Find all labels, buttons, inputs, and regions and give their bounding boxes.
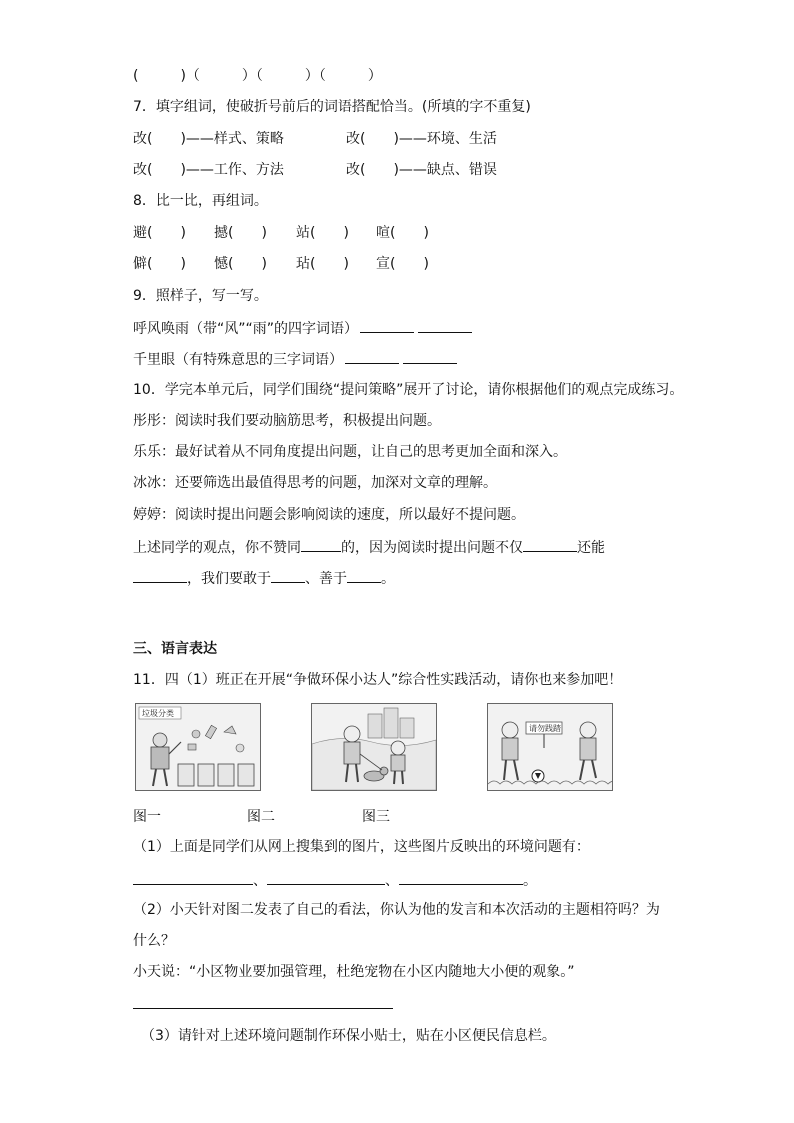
q11-part2-cont: 什么？: [133, 933, 175, 949]
q11-part1-blanks: [133, 870, 537, 890]
figure-2-dog-walking: [311, 703, 437, 791]
fill-text: 、善于: [305, 571, 347, 587]
q8-item: 憾( ): [214, 256, 267, 272]
fill-text: ，我们要敢于: [187, 571, 271, 587]
figure-label: 图二: [247, 809, 275, 825]
q8-item: 站( ): [296, 225, 349, 241]
answer-blank[interactable]: [399, 870, 523, 885]
q10-fill-line2: [133, 568, 395, 588]
answer-blank[interactable]: [360, 318, 414, 333]
q10-title: 10．学完本单元后，同学们围绕“提问策略”展开了讨论，请你根据他们的观点完成练习。: [133, 382, 684, 398]
answer-blank[interactable]: [403, 349, 457, 364]
q9-line1: [133, 318, 472, 338]
q10-view: 婷婷：阅读时提出问题会影响阅读的速度，所以最好不提问题。: [133, 507, 525, 523]
fig1-caption: 垃圾分类: [142, 709, 174, 718]
answer-blank[interactable]: [418, 318, 472, 333]
q11-part3: （3）请针对上述环境问题制作环保小贴士，贴在小区便民信息栏。: [141, 1028, 556, 1044]
q7-item: 改( )——环境、生活: [346, 131, 497, 147]
q10-fill-line1: [133, 537, 605, 557]
q8-item: 撼( ): [214, 225, 267, 241]
answer-blank[interactable]: [133, 568, 187, 583]
fill-text: 还能: [577, 540, 605, 556]
answer-blank[interactable]: [267, 870, 385, 885]
q10-view: 乐乐：最好试着从不同角度提出问题，让自己的思考更加全面和深入。: [133, 444, 567, 460]
q7-item: 改( )——缺点、错误: [346, 162, 497, 178]
q8-item: 喧( ): [376, 225, 429, 241]
q11-title: 11．四（1）班正在开展“争做环保小达人”综合性实践活动，请你也来参加吧！: [133, 672, 623, 688]
q8-item: 僻( ): [133, 256, 186, 272]
dog-walking-illustration: [312, 704, 436, 790]
q7-item: 改( )——工作、方法: [133, 162, 284, 178]
figure-3-keep-off-grass: [487, 703, 613, 791]
answer-line[interactable]: [133, 1008, 393, 1009]
section-title: 三、语言表达: [133, 641, 217, 657]
answer-blank[interactable]: [301, 537, 341, 552]
q11-quote: 小天说：“小区物业要加强管理，杜绝宠物在小区内随地大小便的观象。”: [133, 964, 575, 980]
answer-blank[interactable]: [133, 870, 253, 885]
figure-1-garbage-sorting: [135, 703, 261, 791]
fill-text: 的，因为阅读时提出问题不仅: [341, 540, 523, 556]
answer-blank[interactable]: [523, 537, 577, 552]
garbage-sorting-illustration: [136, 704, 260, 790]
answer-blank[interactable]: [345, 349, 399, 364]
keep-off-grass-illustration: [488, 704, 612, 790]
figure-label: 图一: [133, 809, 161, 825]
separator: 、: [253, 873, 267, 889]
q9-line2-text: 千里眼（有特殊意思的三字词语）: [133, 352, 343, 368]
q7-title: 7．填字组词，使破折号前后的词语搭配恰当。(所填的字不重复): [133, 99, 531, 115]
fill-text: 上述同学的观点，你不赞同: [133, 540, 301, 556]
q8-title: 8．比一比，再组词。: [133, 193, 268, 209]
q6-blanks: ( )（ ）（ ）（ ）: [133, 68, 382, 84]
answer-blank[interactable]: [271, 568, 305, 583]
q7-item: 改( )——样式、策略: [133, 131, 284, 147]
q10-view: 冰冰：还要筛选出最值得思考的问题，加深对文章的理解。: [133, 475, 497, 491]
q10-view: 彤彤：阅读时我们要动脑筋思考，积极提出问题。: [133, 413, 441, 429]
answer-blank[interactable]: [347, 568, 381, 583]
fig3-sign-text: 请勿践踏: [529, 724, 561, 733]
q9-title: 9．照样子，写一写。: [133, 288, 268, 304]
fill-text: 。: [381, 571, 395, 587]
q11-part2: （2）小天针对图二发表了自己的看法，你认为他的发言和本次活动的主题相符吗？为: [133, 902, 660, 918]
q8-item: 玷( ): [296, 256, 349, 272]
separator: 。: [523, 873, 537, 889]
q9-line2: [133, 349, 457, 369]
q9-line1-text: 呼风唤雨（带“风”“雨”的四字词语）: [133, 321, 359, 337]
figure-label: 图三: [362, 809, 390, 825]
q8-item: 宣( ): [376, 256, 429, 272]
q8-item: 避( ): [133, 225, 186, 241]
q11-part1: （1）上面是同学们从网上搜集到的图片，这些图片反映出的环境问题有：: [133, 839, 590, 855]
separator: 、: [385, 873, 399, 889]
